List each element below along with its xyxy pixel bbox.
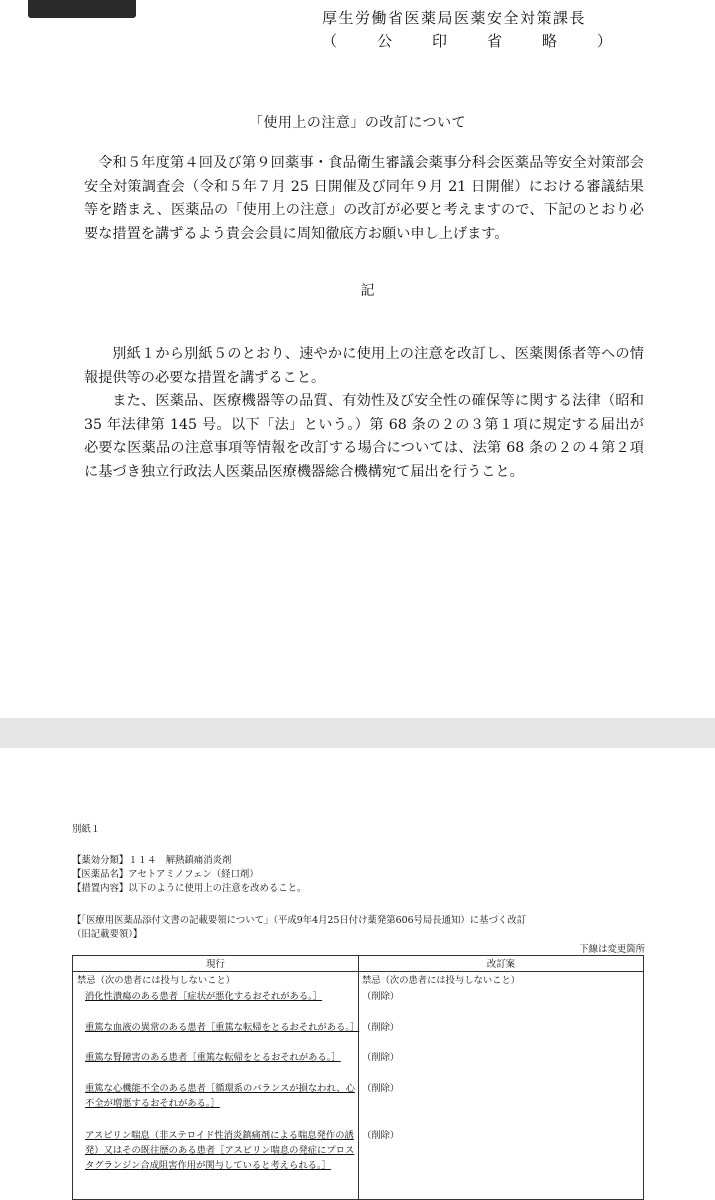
underline-note: 下線は変更箇所 [579,944,645,955]
current-row-3: 重篤な腎障害のある患者［重篤な転帰をとるおそれがある。］ [85,1052,341,1063]
header-revised: 改訂案 [359,956,644,972]
seal-omitted-line [322,30,612,51]
omit-char: 公 [376,32,392,50]
current-row-5-line-3: タグランジン合成阻害作用が関与していると考えられる。］ [85,1160,331,1171]
intro-paragraph: 令和５年度第４回及び第９回薬事・食品衛生審議会薬事分科会医薬品等安全対策部会安全対策調査会（令和５年７月 25 日開催及び同年９月 21 日開催）における審議結果等を踏まえ、医薬品の「使用上の注意」の改訂が必要と考えますので、下記のとおり必要な措置を講ずるよう貴会会員に周知徹底方お願い申し上げます。 [84,155,644,242]
current-row-4-line-1: 重篤な心機能不全のある患者［循環系のバランスが損なわれ、心 [85,1083,355,1094]
current-row-1: 消化性潰瘍のある患者［症状が悪化するおそれがある。］ [85,991,323,1002]
revised-row-3: （削除） [362,1052,400,1063]
revised-column [359,972,644,1200]
document-subject: 「使用上の注意」の改訂について [248,115,467,131]
revised-row-1: （削除） [362,991,400,1002]
current-heading: 禁忌（次の患者には投与しないこと） [77,975,236,986]
omit-char: ） [596,32,612,50]
omit-char: （ [322,32,338,50]
document-page-2 [0,748,715,1200]
item-paragraph-1: 別紙１から別紙５のとおり、速やかに使用上の注意を改訂し、医薬関係者等への情報提供等の必要な措置を講ずること。 [84,346,644,386]
omit-char: 印 [431,32,447,50]
attachment-label: 別紙１ [72,824,101,835]
current-row-2: 重篤な血液の異常のある患者［重篤な転帰をとるおそれがある。］ [85,1022,360,1033]
revised-heading: 禁忌（次の患者には投与しないこと） [362,975,521,986]
revised-row-4: （削除） [362,1083,400,1094]
page-separator [0,718,715,748]
revised-row-2: （削除） [362,1022,400,1033]
omit-char: 略 [541,32,557,50]
item-paragraph-2: また、医薬品、医療機器等の品質、有効性及び安全性の確保等に関する法律（昭和 35 年法律第 145 号。以下「法」という。）第 68 条の２の３第１項に規定する届出が必要な医薬品の注意事項等情報を改訂する場合については、法第 68 条の２の４第２項に基づき独立行政法人医薬品医療機器総合機構宛て届出を行うこと。 [84,393,644,480]
viewer-tab[interactable] [28,0,136,18]
notice-line-2: （旧記載要領）】 [72,929,143,940]
omit-char: 省 [486,32,502,50]
ki-heading: 記 [360,283,375,299]
notice-line-1: 【「医療用医薬品添付文書の記載要領について」（平成9年4月25日付け薬発第606号局長通知）に基づく改訂 [72,915,527,926]
current-row-5-line-1: アスピリン喘息（非ステロイド性消炎鎮痛剤による喘息発作の誘 [85,1130,354,1141]
measure-content: 【措置内容】以下のように使用上の注意を改めること。 [72,883,307,894]
current-row-4-line-2: 不全が増悪するおそれがある。］ [85,1098,220,1109]
current-row-5-line-2: 発）又はその既往歴のある患者［アスピリン喘息の発症にプロス [85,1145,355,1156]
sender-title: 厚生労働省医薬局医薬安全対策課長 [322,9,587,27]
drug-name: 【医薬品名】アセトアミノフェン（経口剤） [72,869,259,880]
header-current: 現行 [73,956,359,972]
drug-class: 【薬効分類】１１４ 解熱鎮痛消炎剤 [72,855,232,866]
revised-row-5: （削除） [362,1130,400,1141]
